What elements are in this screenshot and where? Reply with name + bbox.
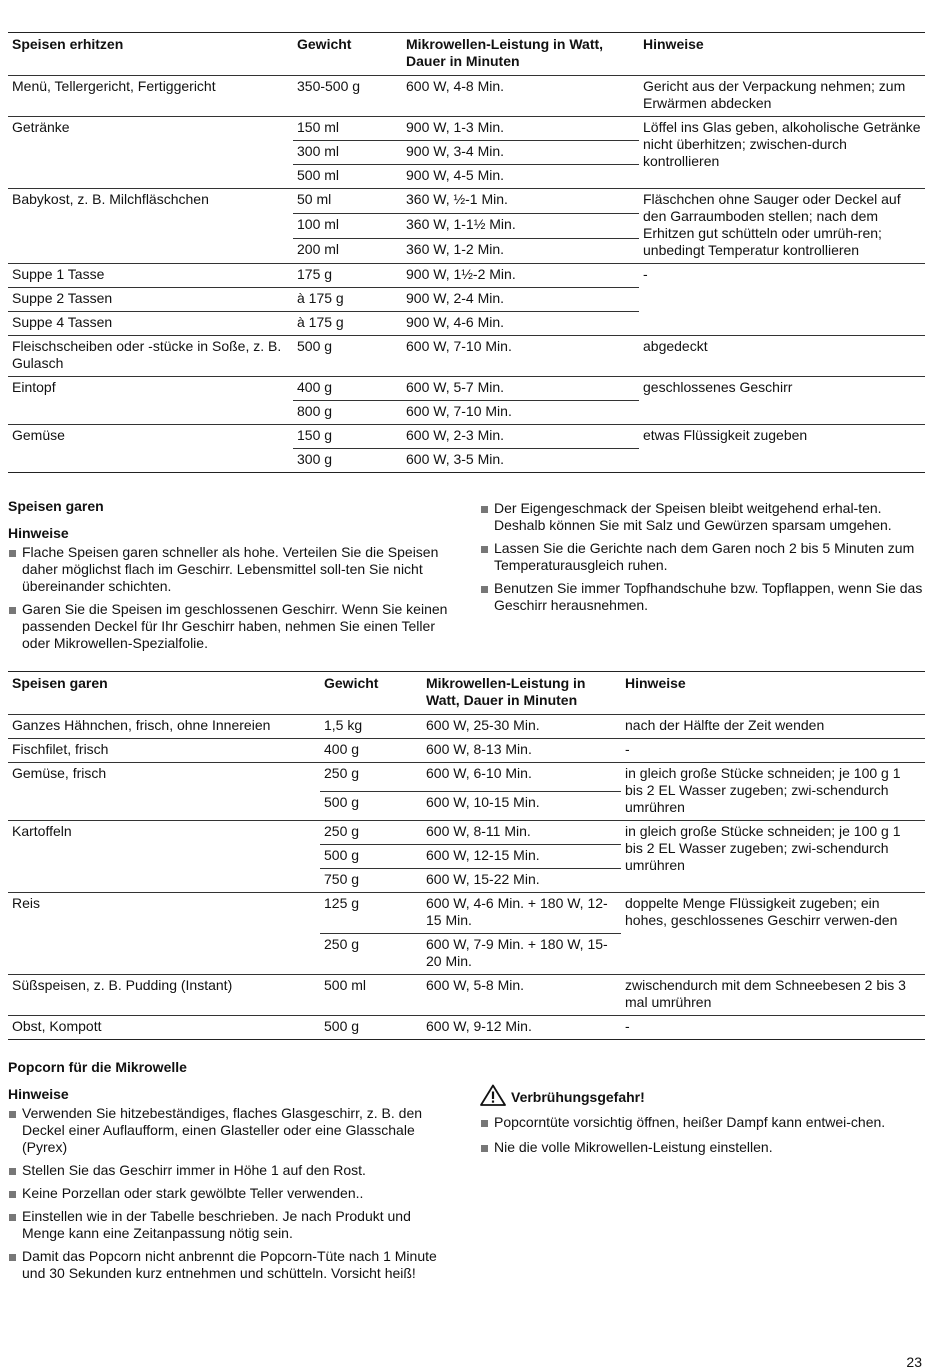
col-header-notes: Hinweise: [621, 672, 925, 715]
cell-food: Reis: [8, 893, 320, 975]
list-item: Lassen Sie die Gerichte nach dem Garen noch 2 bis 5 Minuten zum Temperaturausgleich ruhen.: [480, 540, 925, 574]
list-item: Nie die volle Mikrowellen-Leistung einstellen.: [480, 1139, 910, 1156]
section-warning: [480, 1084, 910, 1162]
list-item: Keine Porzellan oder stark gewölbte Teller verwenden..: [8, 1185, 453, 1202]
table-row: [8, 425, 925, 449]
cell-food: Suppe 2 Tassen: [8, 288, 293, 312]
cell-food: Kartoffeln: [8, 821, 320, 893]
cell-note: Fläschchen ohne Sauger oder Deckel auf den Garraumboden stellen; nach dem Erhitzen gut schütteln oder umrüh-ren; unbedingt Temperatur kontrollieren: [639, 189, 925, 264]
list-item: Benutzen Sie immer Topfhandschuhe bzw. Topflappen, wenn Sie das Geschirr herausnehmen.: [480, 580, 925, 614]
cell-weight: 50 ml: [293, 189, 402, 214]
list-item: Der Eigengeschmack der Speisen bleibt weitgehend erhal-ten. Deshalb können Sie mit Salz und Gewürzen sparsam umgehen.: [480, 500, 925, 534]
cell-power: 600 W, 2-3 Min.: [402, 425, 639, 449]
cell-weight: 300 g: [293, 449, 402, 473]
cell-note: in gleich große Stücke schneiden; je 100 g 1 bis 2 EL Wasser zugeben; zwi-schendurch umrühren: [621, 821, 925, 893]
cell-power: 360 W, ½-1 Min.: [402, 189, 639, 214]
col-header-food: Speisen garen: [8, 672, 320, 715]
cell-weight: 175 g: [293, 264, 402, 288]
list-item: Garen Sie die Speisen im geschlossenen Geschirr. Wenn Sie keinen passenden Deckel für Ihr Geschirr haben, nehmen Sie einen Teller oder Mikrowellen-Spezialfolie.: [8, 601, 458, 652]
cell-power: 600 W, 3-5 Min.: [402, 449, 639, 473]
cell-weight: à 175 g: [293, 312, 402, 336]
table-row: [8, 975, 925, 1016]
cell-note: -: [621, 1016, 925, 1040]
cell-power: 900 W, 3-4 Min.: [402, 141, 639, 165]
cell-weight: 250 g: [320, 821, 422, 845]
table-header-row: [8, 672, 925, 715]
page-number: 23: [906, 1354, 922, 1370]
list-item: Damit das Popcorn nicht anbrennt die Popcorn-Tüte nach 1 Minute und 30 Sekunden kurz entnehmen und schütteln. Vorsicht heiß!: [8, 1248, 453, 1282]
cell-food: Gemüse: [8, 425, 293, 473]
cell-weight: 400 g: [293, 377, 402, 401]
cell-weight: 125 g: [320, 893, 422, 934]
hints-list-left: [8, 1105, 453, 1282]
cell-food: Fleischscheiben oder -stücke in Soße, z. B. Gulasch: [8, 336, 293, 377]
cell-weight: 500 ml: [293, 165, 402, 189]
cell-food: Menü, Tellergericht, Fertiggericht: [8, 76, 293, 117]
table-row: [8, 763, 925, 792]
cell-weight: 200 ml: [293, 239, 402, 264]
table-row: [8, 739, 925, 763]
cell-note: abgedeckt: [639, 336, 925, 377]
cell-weight: 500 g: [293, 336, 402, 377]
cell-weight: 500 g: [320, 1016, 422, 1040]
cell-food: Obst, Kompott: [8, 1016, 320, 1040]
cell-food: Süßspeisen, z. B. Pudding (Instant): [8, 975, 320, 1016]
cell-weight: 500 ml: [320, 975, 422, 1016]
cell-food: Getränke: [8, 117, 293, 189]
cell-weight: 400 g: [320, 739, 422, 763]
cell-weight: 350-500 g: [293, 76, 402, 117]
col-header-food: Speisen erhitzen: [8, 33, 293, 76]
section-subtitle: Hinweise: [8, 1086, 69, 1102]
table-speisen-erhitzen: [8, 32, 925, 473]
cell-note: Löffel ins Glas geben, alkoholische Getränke nicht überhitzen; zwischen-durch kontrollieren: [639, 117, 925, 189]
cell-note: doppelte Menge Flüssigkeit zugeben; ein hohes, geschlossenes Geschirr verwen-den: [621, 893, 925, 975]
cell-power: 900 W, 1-3 Min.: [402, 117, 639, 141]
table-row: [8, 715, 925, 739]
cell-power: 600 W, 25-30 Min.: [422, 715, 621, 739]
table-row: [8, 264, 925, 288]
cell-note: zwischendurch mit dem Schneebesen 2 bis 3 mal umrühren: [621, 975, 925, 1016]
table-header-row: [8, 33, 925, 76]
hints-list-left: [8, 544, 458, 652]
cell-power: 600 W, 7-10 Min.: [402, 401, 639, 425]
hints-list-right: [480, 500, 925, 614]
cell-power: 600 W, 7-10 Min.: [402, 336, 639, 377]
cell-weight: 100 ml: [293, 214, 402, 239]
section-popcorn: [8, 1059, 453, 1288]
cell-weight: 800 g: [293, 401, 402, 425]
cell-power: 600 W, 5-8 Min.: [422, 975, 621, 1016]
section-speisen-garen: [8, 498, 458, 658]
cell-power: 900 W, 4-6 Min.: [402, 312, 639, 336]
list-item: Verwenden Sie hitzebeständiges, flaches Glasgeschirr, z. B. den Deckel einer Auflaufform, einen Glasteller oder eine Glasschale (Pyrex): [8, 1105, 453, 1156]
cell-power: 360 W, 1-1½ Min.: [402, 214, 639, 239]
cell-weight: 500 g: [320, 845, 422, 869]
cell-weight: 300 ml: [293, 141, 402, 165]
section-speisen-garen-right: [480, 498, 925, 620]
list-item: Stellen Sie das Geschirr immer in Höhe 1 auf den Rost.: [8, 1162, 453, 1179]
cell-weight: à 175 g: [293, 288, 402, 312]
cell-power: 600 W, 10-15 Min.: [422, 792, 621, 821]
col-header-power: Mikrowellen-Leistung in Watt, Dauer in Minuten: [402, 33, 639, 76]
cell-power: 600 W, 4-8 Min.: [402, 76, 639, 117]
cell-note: nach der Hälfte der Zeit wenden: [621, 715, 925, 739]
table-row: [8, 76, 925, 117]
table-row: [8, 189, 925, 214]
cell-food: Babykost, z. B. Milchfläschchen: [8, 189, 293, 264]
section-title: Popcorn für die Mikrowelle: [8, 1059, 187, 1075]
cell-power: 600 W, 7-9 Min. + 180 W, 15-20 Min.: [422, 934, 621, 975]
cell-power: 600 W, 9-12 Min.: [422, 1016, 621, 1040]
table-row: [8, 1016, 925, 1040]
cell-power: 900 W, 2-4 Min.: [402, 288, 639, 312]
cell-power: 900 W, 1½-2 Min.: [402, 264, 639, 288]
cell-weight: 150 g: [293, 425, 402, 449]
cell-note: Gericht aus der Verpackung nehmen; zum Erwärmen abdecken: [639, 76, 925, 117]
cell-note: in gleich große Stücke schneiden; je 100 g 1 bis 2 EL Wasser zugeben; zwi-schendurch umrühren: [621, 763, 925, 821]
col-header-weight: Gewicht: [320, 672, 422, 715]
cell-power: 600 W, 12-15 Min.: [422, 845, 621, 869]
warning-title: Verbrühungsgefahr!: [511, 1088, 645, 1105]
cell-food: Gemüse, frisch: [8, 763, 320, 821]
col-header-notes: Hinweise: [639, 33, 925, 76]
warning-list: [480, 1114, 910, 1156]
cell-power: 900 W, 4-5 Min.: [402, 165, 639, 189]
table-row: [8, 336, 925, 377]
table-row: [8, 117, 925, 141]
cell-note: -: [621, 739, 925, 763]
cell-note: etwas Flüssigkeit zugeben: [639, 425, 925, 473]
cell-weight: 750 g: [320, 869, 422, 893]
cell-weight: 250 g: [320, 763, 422, 792]
cell-power: 600 W, 5-7 Min.: [402, 377, 639, 401]
cell-power: 600 W, 8-11 Min.: [422, 821, 621, 845]
cell-weight: 150 ml: [293, 117, 402, 141]
cell-weight: 1,5 kg: [320, 715, 422, 739]
cell-power: 600 W, 4-6 Min. + 180 W, 12-15 Min.: [422, 893, 621, 934]
cell-food: Suppe 1 Tasse: [8, 264, 293, 288]
cell-weight: 250 g: [320, 934, 422, 975]
cell-weight: 500 g: [320, 792, 422, 821]
cell-food: Ganzes Hähnchen, frisch, ohne Innereien: [8, 715, 320, 739]
cell-power: 600 W, 15-22 Min.: [422, 869, 621, 893]
table-row: [8, 893, 925, 934]
cell-food: Eintopf: [8, 377, 293, 425]
list-item: Einstellen wie in der Tabelle beschrieben. Je nach Produkt und Menge kann eine Zeitanpassung nötig sein.: [8, 1208, 453, 1242]
table-speisen-garen: [8, 671, 925, 1040]
cell-power: 360 W, 1-2 Min.: [402, 239, 639, 264]
cell-power: 600 W, 8-13 Min.: [422, 739, 621, 763]
cell-power: 600 W, 6-10 Min.: [422, 763, 621, 792]
cell-note: -: [639, 264, 925, 336]
warning-heading: [480, 1084, 910, 1110]
cell-food: Fischfilet, frisch: [8, 739, 320, 763]
cell-note: geschlossenes Geschirr: [639, 377, 925, 425]
col-header-power: Mikrowellen-Leistung in Watt, Dauer in Minuten: [422, 672, 621, 715]
section-subtitle: Hinweise: [8, 525, 69, 541]
section-title: Speisen garen: [8, 498, 104, 514]
warning-triangle-icon: [480, 1084, 506, 1110]
cell-food: Suppe 4 Tassen: [8, 312, 293, 336]
list-item: Popcorntüte vorsichtig öffnen, heißer Dampf kann entwei-chen.: [480, 1114, 910, 1131]
table-row: [8, 821, 925, 845]
col-header-weight: Gewicht: [293, 33, 402, 76]
list-item: Flache Speisen garen schneller als hohe. Verteilen Sie die Speisen daher möglichst flach im Geschirr. Lebensmittel soll-ten Sie nicht übereinander schichten.: [8, 544, 458, 595]
table-row: [8, 377, 925, 401]
